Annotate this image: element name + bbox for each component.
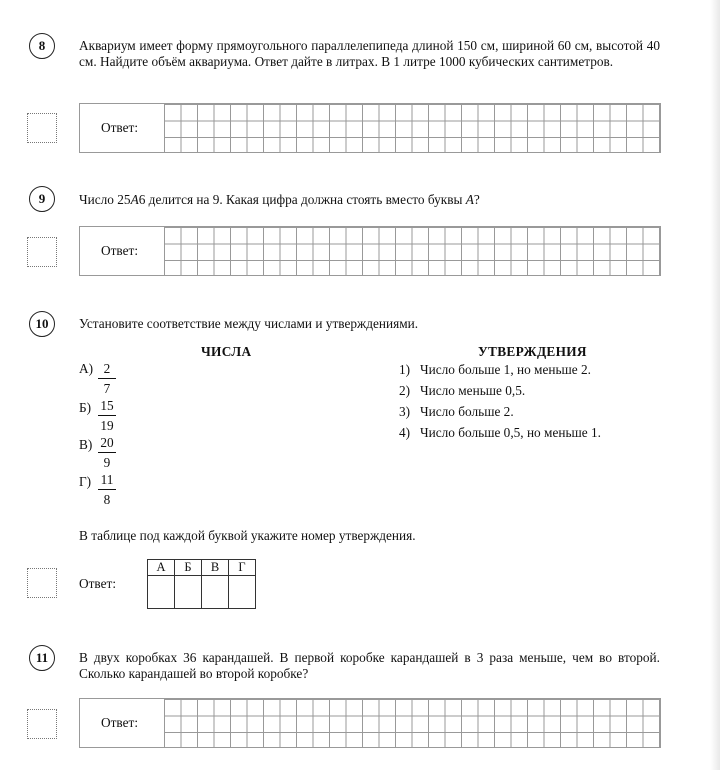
option-letter-b: Б) <box>79 400 92 415</box>
question-9-text-after: ? <box>473 192 480 207</box>
question-10-number: 10 <box>29 311 55 337</box>
question-9-variable: A <box>130 192 139 207</box>
statement-text: Число меньше 0,5. <box>420 383 526 398</box>
fraction-numerator: 11 <box>98 472 116 490</box>
option-fraction-v <box>98 435 116 471</box>
answer-label: Ответ: <box>79 576 117 591</box>
question-8-number: 8 <box>29 33 55 59</box>
question-11-answer-panel <box>79 698 661 748</box>
question-9-check-box[interactable] <box>27 237 57 267</box>
question-10-check-box[interactable] <box>27 568 57 598</box>
option-letter-a: А) <box>79 361 94 376</box>
answer-cell-v[interactable] <box>202 576 229 609</box>
table-header-v: В <box>202 560 229 576</box>
table-header-g: Г <box>229 560 256 576</box>
answer-label: Ответ: <box>101 715 139 730</box>
statement-3 <box>399 404 514 420</box>
fraction-numerator: 15 <box>98 398 116 416</box>
statement-number: 2) <box>399 383 411 398</box>
option-fraction-a <box>98 361 116 397</box>
answer-label: Ответ: <box>101 243 139 258</box>
question-9-variable-2: A <box>465 192 474 207</box>
statement-number: 1) <box>399 362 411 377</box>
question-8-check-box[interactable] <box>27 113 57 143</box>
question-11-answer-grid[interactable] <box>164 699 660 747</box>
statements-column-heading: УТВЕРЖДЕНИЯ <box>478 344 587 359</box>
question-11-check-box[interactable] <box>27 709 57 739</box>
question-8-answer-panel <box>79 103 661 153</box>
question-10-instruction: В таблице под каждой буквой укажите номер утверждения. <box>79 528 416 543</box>
statement-2 <box>399 383 525 399</box>
question-9-text <box>79 192 660 208</box>
question-10-answer-table <box>147 559 256 609</box>
fraction-denominator: 9 <box>103 455 111 470</box>
answer-cell-a[interactable] <box>148 576 175 609</box>
table-header-a: А <box>148 560 175 576</box>
numbers-column-heading: ЧИСЛА <box>201 344 252 359</box>
answer-cell-b[interactable] <box>175 576 202 609</box>
statement-text: Число больше 0,5, но меньше 1. <box>420 425 601 440</box>
question-9-answer-panel <box>79 226 661 276</box>
question-10-text: Установите соответствие между числами и утверждениями. <box>79 316 419 331</box>
statement-text: Число больше 1, но меньше 2. <box>420 362 591 377</box>
option-fraction-b <box>98 398 116 434</box>
statement-text: Число больше 2. <box>420 404 514 419</box>
fraction-denominator: 8 <box>103 492 111 507</box>
fraction-numerator: 20 <box>98 435 116 453</box>
fraction-numerator: 2 <box>98 361 116 379</box>
question-8-answer-grid[interactable] <box>164 104 660 152</box>
question-9-number: 9 <box>29 186 55 212</box>
question-11-number: 11 <box>29 645 55 671</box>
option-letter-g: Г) <box>79 474 92 489</box>
question-9-text-before: Число 25 <box>79 192 131 207</box>
fraction-denominator: 7 <box>103 381 111 396</box>
question-9-answer-grid[interactable] <box>164 227 660 275</box>
fraction-denominator: 19 <box>100 418 114 433</box>
option-letter-v: В) <box>79 437 93 452</box>
table-header-b: Б <box>175 560 202 576</box>
answer-label: Ответ: <box>101 120 139 135</box>
question-8-text: Аквариум имеет форму прямоугольного параллелепипеда длиной 150 см, шириной 60 см, высотой 40 см. Найдите объём аквариума. Ответ дайте в литрах. В 1 литре 1000 кубических сантиметров. <box>79 38 660 69</box>
question-9-text-mid: 6 делится на 9. Какая цифра должна стоять вместо буквы <box>138 192 466 207</box>
page-edge-shadow <box>710 0 720 770</box>
answer-cell-g[interactable] <box>229 576 256 609</box>
statement-number: 4) <box>399 425 411 440</box>
statement-4 <box>399 425 601 441</box>
question-11-text: В двух коробках 36 карандашей. В первой коробке карандашей в 3 раза меньше, чем во второй. Сколько карандашей во второй коробке? <box>79 650 660 681</box>
option-fraction-g <box>98 472 116 508</box>
statement-number: 3) <box>399 404 411 419</box>
statement-1 <box>399 362 591 378</box>
